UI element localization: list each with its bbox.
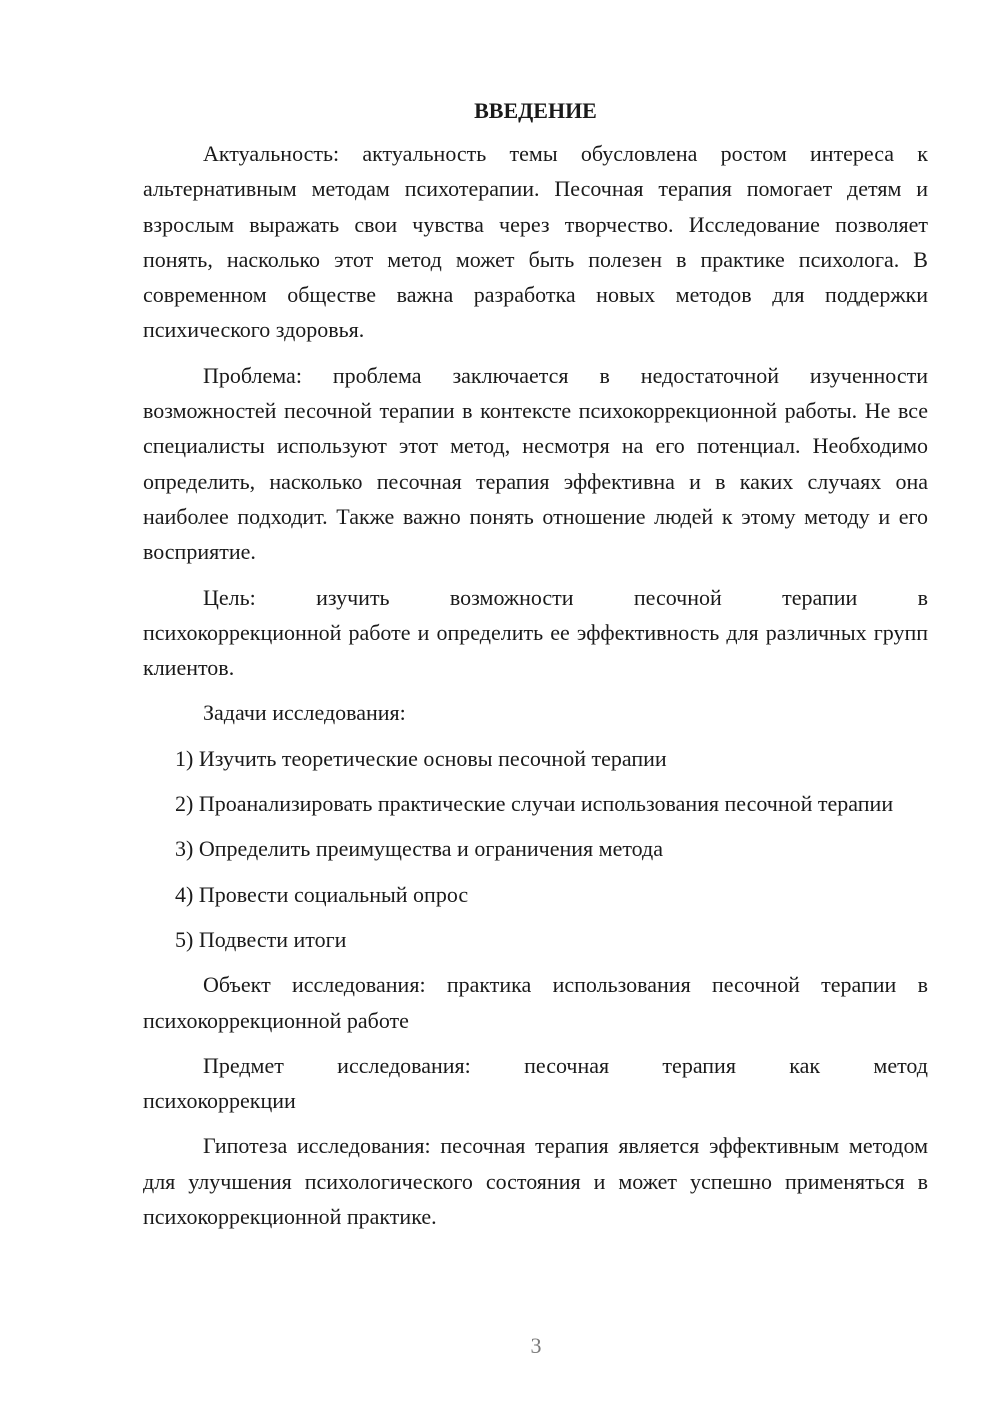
object-paragraph: Объект исследования: практика использования песочной терапии в психокоррекционной работе (143, 972, 928, 1033)
problem-paragraph: Проблема: проблема заключается в недостаточной изученности возможностей песочной терапии в контексте психокоррекционной работы. Не все специалисты используют этот метод, несмотря на его потенциал. Необходимо определить, насколько песочная терапия эффективна и в каких случаях она наиболее подходит. Также важно понять отношение людей к этому методу и его восприятие. (143, 362, 928, 565)
task-item: 5) Подвести итоги (175, 926, 347, 952)
goal-paragraph-first-line: Цель: изучить возможности песочной терапии в (203, 584, 928, 610)
relevance-paragraph: Актуальность: актуальность темы обусловлена ростом интереса к альтернативным методам психотерапии. Песочная терапия помогает детям и взрослым выражать свои чувства через творчество. Исследование позволяет понять, насколько этот метод может быть полезен в практике психолога. В современном обществе важна разработка новых методов для поддержки психического здоровья. (143, 141, 928, 343)
task-item: 1) Изучить теоретические основы песочной терапии (175, 745, 667, 771)
tasks-label: Задачи исследования: (203, 700, 406, 726)
subject-paragraph-rest: психокоррекции (143, 1088, 296, 1114)
task-item: 2) Проанализировать практические случаи использования песочной терапии (175, 791, 894, 817)
page-content (143, 96, 928, 1244)
task-item: 3) Определить преимущества и ограничения метода (175, 836, 663, 862)
task-item: 4) Провести социальный опрос (175, 881, 469, 907)
hypothesis-paragraph: Гипотеза исследования: песочная терапия является эффективным методом для улучшения психологического состояния и может успешно применяться в психокоррекционной практике. (143, 1133, 928, 1230)
subject-paragraph-first-line: Предмет исследования: песочная терапия как метод (203, 1052, 928, 1078)
page-number: 3 (530, 1333, 542, 1358)
section-title: ВВЕДЕНИЕ (474, 98, 597, 123)
goal-paragraph-rest: психокоррекционной работе и определить ее эффективность для различных групп клиентов. (143, 619, 928, 681)
